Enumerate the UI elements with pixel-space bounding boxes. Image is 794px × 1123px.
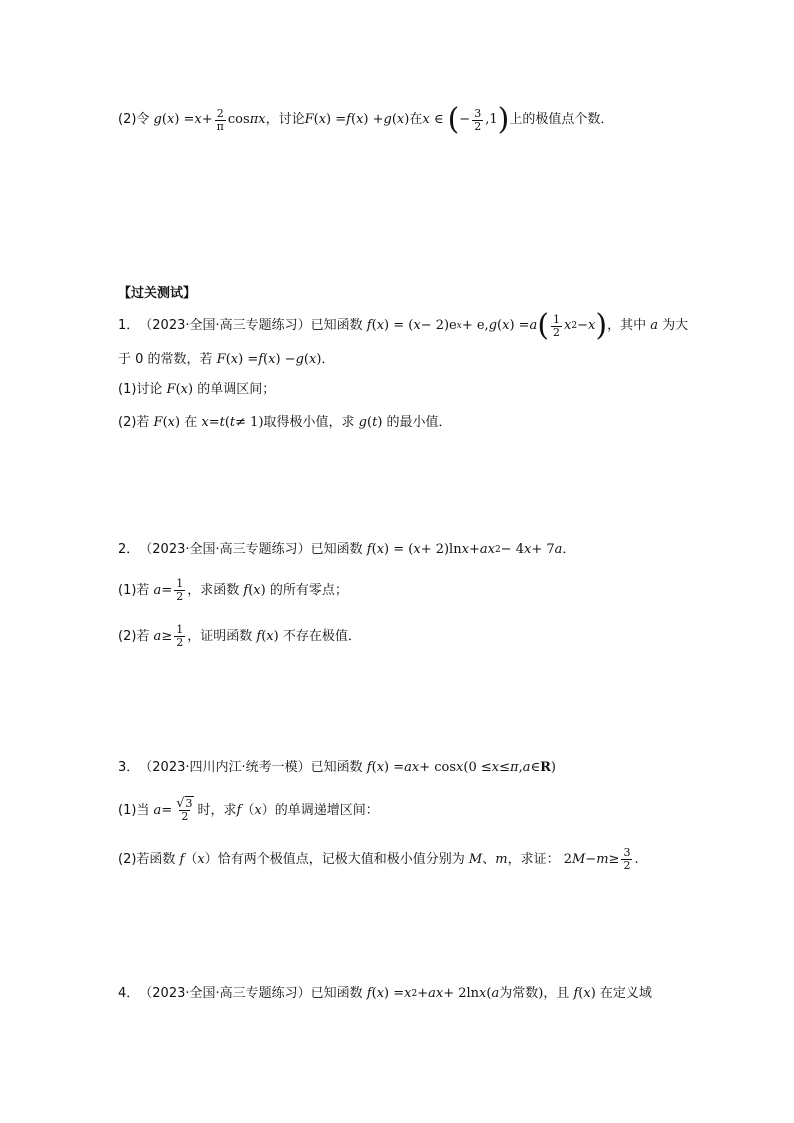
text: (2)令 <box>118 112 150 127</box>
text: 的单调区间； <box>197 382 276 397</box>
text: 在 <box>184 415 198 430</box>
text: 的单调递增区间： <box>274 802 379 818</box>
problem-3-part1: (1)当 a = $\frac{√3}{2}$ 时，求 f （ x ） 的单调递增区间： <box>118 796 379 823</box>
problem-1-part2: (2)若 F ( x ) 在 x = t ( t ≠ 1) 取得极小值，求 g ( t ) 的最小值． <box>118 413 452 433</box>
fraction: $\frac{1}{2}$ <box>176 623 184 649</box>
text: (1)当 <box>118 802 150 818</box>
text: 于 0 的常数，若 <box>118 352 213 367</box>
problem-2-part2: (2)若 a ≥ $\frac{1}{2}$ ，证明函数 f ( x ) 不存在极值． <box>118 623 361 649</box>
text: 的最小值． <box>386 415 452 430</box>
text: 时，求 <box>197 802 237 818</box>
text: ，且 <box>543 986 570 1001</box>
text: 在定义域 <box>599 986 652 1001</box>
text: (1)若 <box>118 582 150 598</box>
text: 上的极值点个数． <box>509 112 614 127</box>
text: 已知函数 <box>310 986 363 1001</box>
fraction: $\frac{3}{2}$ <box>474 106 482 133</box>
problem-2-stem: 2． （2023·全国·高三专题练习） 已知函数 f ( x ) = ( x + 2)ln x + ax 2 − 4 x + 7 a ． <box>118 540 575 560</box>
fraction: $\frac{3}{2}$ <box>623 846 631 872</box>
fraction: $\frac{√3}{2}$ <box>176 796 193 823</box>
problem-2-part1: (1)若 a = $\frac{1}{2}$ ，求函数 f ( x ) 的所有零点； <box>118 577 348 603</box>
problem-source: （2023·全国·高三专题练习） <box>139 986 311 1001</box>
text: 已知函数 <box>310 760 363 775</box>
text: ，证明函数 <box>187 628 253 644</box>
problem-number: 2． <box>118 542 140 557</box>
problem-source: （2023·全国·高三专题练习） <box>139 318 311 333</box>
fraction: $\frac{2}{\pi}$ <box>216 106 224 133</box>
problem-1-part1: (1)讨论 F ( x ) 的单调区间； <box>118 380 275 400</box>
text: 恰有两个极值点，记极大值和极小值分别为 <box>217 851 465 867</box>
problem-number: 3． <box>118 760 140 775</box>
text: ． <box>562 542 576 557</box>
text: ，讨论 <box>265 112 305 127</box>
text: 在 <box>409 112 423 127</box>
problem-4-stem: 4． （2023·全国·高三专题练习） 已知函数 f ( x ) = x 2 + ax + 2ln x ( a 为常数) ，且 f ( x ) 在定义域 <box>118 984 652 1004</box>
problem-1-stem-cont: 于 0 的常数，若 F ( x ) = f ( x ) − g ( x ) ． <box>118 350 334 370</box>
text: 已知函数 <box>310 542 363 557</box>
fraction: $\frac{1}{2}$ <box>553 312 561 339</box>
problem-number: 1． <box>118 318 140 333</box>
text: (1)讨论 <box>118 382 163 397</box>
problem-3-part2: (2)若函数 f （ x ） 恰有两个极值点，记极大值和极小值分别为 M 、 m ，求证： 2 M − m ≥ $\frac{3}{2}$ . <box>118 846 639 872</box>
text: 不存在极值． <box>282 628 361 644</box>
text: ，求函数 <box>187 582 240 598</box>
problem-3-stem: 3． （2023·四川内江·统考一模） 已知函数 f ( x ) = ax + cos x (0 ≤ x ≤ π , a ∈ R ) <box>118 758 556 778</box>
problem-number: 4． <box>118 986 140 1001</box>
section-title: 【过关测试】 <box>118 286 197 301</box>
text: (2)若 <box>118 415 150 430</box>
text: ． <box>321 352 335 367</box>
fraction: $\frac{1}{2}$ <box>176 577 184 603</box>
problem-1-stem: 1． （2023·全国·高三专题练习） 已知函数 f ( x ) = ( x − 2)e x + e, g ( x ) = a ( $\frac{1}{2}$ x 2 − x ) ，其中 a 为大 <box>118 308 689 343</box>
text: 的所有零点； <box>269 582 348 598</box>
text: (2)若函数 <box>118 851 176 867</box>
text: 为大 <box>662 318 689 333</box>
text: ，求证： <box>507 851 560 867</box>
text: (2)若 <box>118 628 150 644</box>
prev-problem-part2: (2)令 g ( x ) = x + $\frac{2}{\pi}$ cos πx ，讨论 F ( x ) = f ( x ) + g ( x ) 在 x ∈ ( − $\frac{3}{2}$ ,1 ) 上的极值点个数． <box>118 102 614 137</box>
problem-source: （2023·全国·高三专题练习） <box>139 542 311 557</box>
text: 取得极小值，求 <box>263 415 355 430</box>
text: ，其中 <box>607 318 647 333</box>
text: 已知函数 <box>310 318 363 333</box>
problem-source: （2023·四川内江·统考一模） <box>139 760 311 775</box>
math-g: g <box>149 112 162 127</box>
